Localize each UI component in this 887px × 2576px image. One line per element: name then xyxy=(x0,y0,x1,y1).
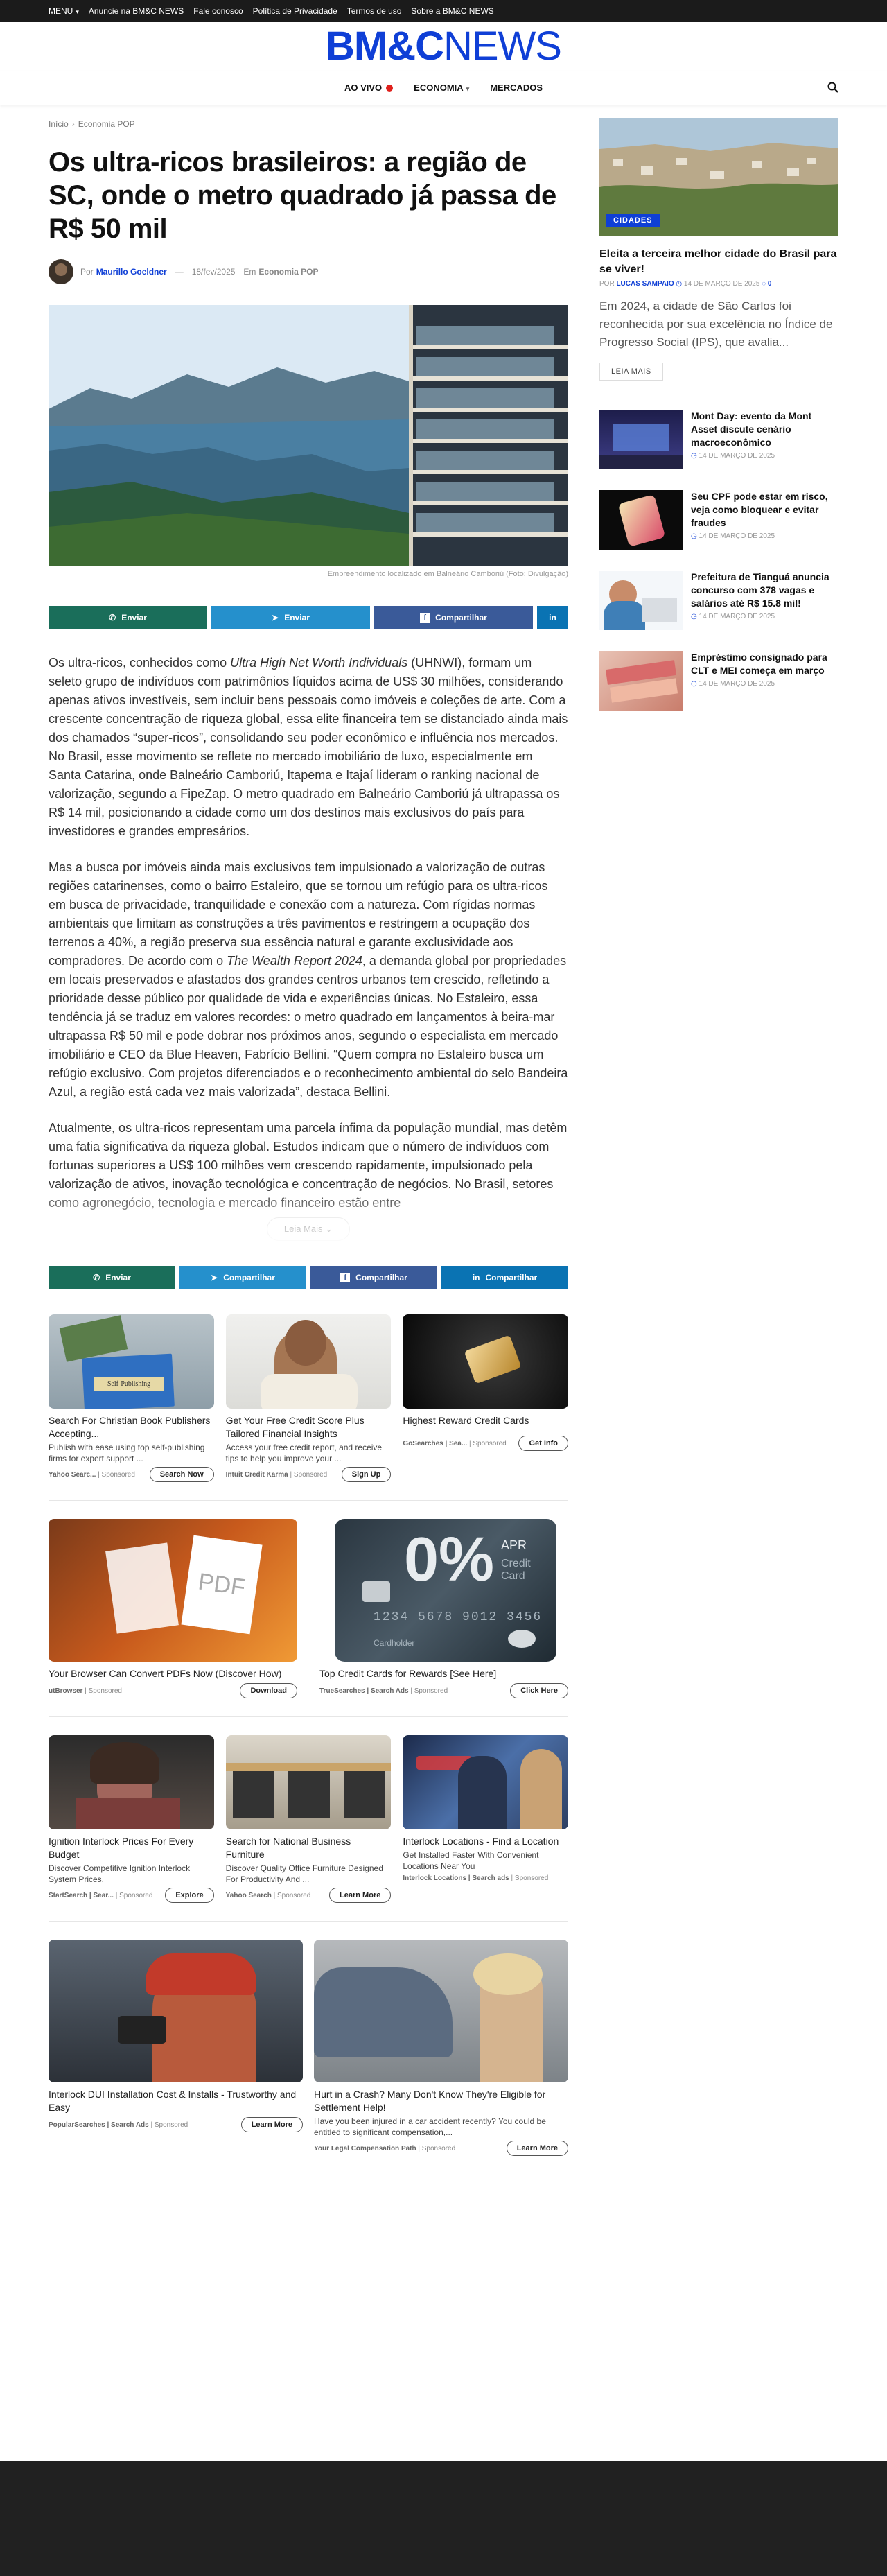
ad-image xyxy=(49,1314,214,1409)
facebook-share-button[interactable]: f Compartilhar xyxy=(374,606,533,629)
ad-title[interactable]: Highest Reward Credit Cards xyxy=(403,1415,529,1426)
share-bar-bottom xyxy=(49,1266,568,1289)
image-caption: Empreendimento localizado em Balneário Camboriú (Foto: Divulgação) xyxy=(327,570,568,578)
author-avatar[interactable] xyxy=(49,259,73,284)
ad-image xyxy=(319,1519,568,1662)
ads-row-2 xyxy=(49,1519,568,1698)
ads-row-3 xyxy=(49,1735,568,1903)
ad-card[interactable] xyxy=(49,1519,297,1698)
share-bar-top xyxy=(49,606,568,629)
ad-image xyxy=(226,1314,392,1409)
chevron-down-icon: ⌄ xyxy=(325,1224,333,1234)
card-number: 1234 5678 9012 3456 xyxy=(374,1610,543,1624)
sidebar-item-thumbnail[interactable] xyxy=(599,571,683,630)
sidebar-item[interactable]: Empréstimo consignado para CLT e MEI começa em março ◷ 14 DE MARÇO DE 2025 xyxy=(599,651,838,711)
ad-cta-button[interactable]: Learn More xyxy=(507,2141,568,2156)
card-apr: APR xyxy=(501,1538,527,1552)
menu-link[interactable]: MENU ▾ xyxy=(49,6,79,16)
ad-footer: Interlock Locations | Search ads | Sponsored xyxy=(403,1874,549,1882)
footer xyxy=(0,2461,887,2576)
telegram-icon: ➤ xyxy=(211,1273,218,1282)
ad-footer: GoSearches | Sea... | Sponsored Get Info xyxy=(403,1436,568,1451)
telegram-icon: ➤ xyxy=(272,613,279,623)
ad-card[interactable] xyxy=(403,1735,568,1903)
ad-title[interactable]: Top Credit Cards for Rewards [See Here] xyxy=(319,1668,497,1679)
ad-cta-button[interactable]: Learn More xyxy=(241,2117,303,2132)
facebook-share-button[interactable]: f Compartilhar xyxy=(310,1266,437,1289)
telegram-share-button[interactable]: ➤ Enviar xyxy=(211,606,370,629)
site-logo[interactable]: BM&CNEWS xyxy=(326,24,561,69)
ad-description: Publish with ease using top self-publishing firms for expert support ... xyxy=(49,1443,205,1463)
author-link[interactable]: Maurillo Goeldner xyxy=(96,267,167,277)
separator: — xyxy=(175,267,184,277)
card-holder: Cardholder xyxy=(374,1638,415,1648)
category-link[interactable]: Economia POP xyxy=(258,267,319,277)
ad-title[interactable]: Interlock DUI Installation Cost & Installs - Trustworthy and Easy xyxy=(49,2089,297,2113)
breadcrumb-separator-icon: › xyxy=(71,119,75,129)
ad-title[interactable]: Hurt in a Crash? Many Don't Know They're Eligible for Settlement Help! xyxy=(314,2089,546,2113)
nav-mercados[interactable]: MERCADOS xyxy=(490,82,543,93)
ad-image xyxy=(403,1735,568,1829)
terms-link[interactable]: Termos de uso xyxy=(346,6,402,16)
whatsapp-icon: ✆ xyxy=(93,1273,100,1282)
ad-title[interactable]: Get Your Free Credit Score Plus Tailored Financial Insights xyxy=(225,1415,365,1439)
ad-description: Discover Competitive Ignition Interlock System Prices. xyxy=(49,1863,191,1884)
nav-live[interactable]: AO VIVO xyxy=(344,82,393,93)
sidebar-item-title[interactable]: Seu CPF pode estar em risco, veja como bloquear e evitar fraudes xyxy=(691,491,828,528)
ad-image xyxy=(49,1940,303,2082)
feature-read-more-button[interactable]: LEIA MAIS xyxy=(599,363,663,381)
ads-row-1 xyxy=(49,1314,568,1482)
top-bar xyxy=(0,0,887,22)
advertise-link[interactable]: Anuncie na BM&C NEWS xyxy=(88,6,184,16)
clock-icon: ◷ xyxy=(691,532,697,540)
ad-footer: Intuit Credit Karma | Sponsored Sign Up xyxy=(226,1467,392,1482)
paragraph-1: Os ultra-ricos, conhecidos como Ultra High Net Worth Individuals (UHNWI), formam um seleto grupo de indivíduos com patrimônios líquidos acima de US$ 30 milhões, considerando apenas ativos investíveis, sem incluir bens pessoais como imóveis e coleções de arte. Com a crescente concentração de riqueza global, essa elite financeira tem se distanciado ainda mais dos chamados “super-ricos”, consolidando seu poder econômico e influência nos mercados. No Brasil, esse movimento se reflete no mercado imobiliário de luxo, especialmente em Santa Catarina, onde Balneário Camboriú, Itapema e Itajaí lideram o ranking nacional de valorização, segundo a FipeZap. O metro quadrado em Balneário Camboriú já ultrapassa os R$ 14 mil, posicionando a cidade como um dos destinos mais exclusivos do país para investidores e grandes empresários. xyxy=(49,656,568,838)
pdf-icon: PDF xyxy=(181,1535,262,1635)
paragraph-2: Mas a busca por imóveis ainda mais exclusivos tem impulsionado a valorização de outras regiões catarinenses, como o bairro Estaleiro, que se tornou um refúgio para os ultra-ricos em busca de privacidade, tranquilidade e conexão com a natureza. Com rígidas normas ambientais que limitam as construções a três pavimentos e restringem a ocupação dos terrenos a 40%, a região preserva sua essência natural e garante exclusividade aos compradores. De acordo com o The Wealth Report 2024, a demanda global por propriedades em locais preservados e afastados dos grandes centros urbanos tem crescido, refletindo a prioridade desse público por qualidade de vida e experiências únicas. No Estaleiro, essa tendência já se traduz em valores recordes: o metro quadrado em lançamentos à beira-mar ultrapassa R$ 50 mil e pode dobrar nos próximos anos, segundo o especialista em mercado imobiliário e CEO da Blue Heaven, Fabrício Bellini. “Quem compra no Estaleiro busca um refúgio exclusivo. Com projetos diferenciados e o reconhecimento ambiental do selo Bandeira Azul, a região está cada vez mais valorizada”, destaca Bellini. xyxy=(49,860,568,1099)
ad-card[interactable] xyxy=(49,1314,214,1482)
search-icon[interactable] xyxy=(827,82,838,95)
ad-footer: Your Legal Compensation Path | Sponsored Learn More xyxy=(314,2141,568,2156)
ad-cta-button[interactable]: Get Info xyxy=(518,1436,568,1451)
article-meta xyxy=(49,259,568,284)
ad-image xyxy=(49,1519,297,1662)
ad-image xyxy=(403,1314,568,1409)
article xyxy=(49,118,568,2156)
clock-icon: ◷ xyxy=(691,452,697,460)
ad-description: Get Installed Faster With Convenient Locations Near You xyxy=(403,1850,539,1871)
live-dot-icon xyxy=(386,85,393,92)
ad-footer: TrueSearches | Search Ads | Sponsored Click Here xyxy=(319,1683,568,1698)
feature-image[interactable] xyxy=(599,118,838,236)
ad-card[interactable] xyxy=(403,1314,568,1482)
facebook-icon: f xyxy=(420,613,430,623)
divider xyxy=(49,1500,568,1501)
facebook-icon: f xyxy=(340,1273,350,1282)
linkedin-icon: in xyxy=(472,1273,480,1282)
ad-card[interactable] xyxy=(49,1940,303,2156)
sidebar-item[interactable]: Mont Day: evento da Mont Asset discute cenário macroeconômico ◷ 14 DE MARÇO DE 2025 xyxy=(599,410,838,469)
ad-card[interactable] xyxy=(319,1519,568,1698)
hero-image xyxy=(49,305,568,566)
feature-title[interactable]: Eleita a terceira melhor cidade do Brasil para se viver! xyxy=(599,248,837,275)
sidebar-item-thumbnail[interactable] xyxy=(599,651,683,711)
privacy-link[interactable]: Política de Privacidade xyxy=(252,6,337,16)
whatsapp-share-button[interactable]: ✆ Enviar xyxy=(49,606,207,629)
ad-cta-button[interactable]: Learn More xyxy=(329,1888,391,1903)
ad-footer: StartSearch | Sear... | Sponsored Explore xyxy=(49,1888,214,1903)
ad-footer: Yahoo Search | Sponsored Learn More xyxy=(226,1888,392,1903)
feature-meta: POR LUCAS SAMPAIO ◷ 14 DE MARÇO DE 2025 ◌ 0 xyxy=(599,280,772,288)
card-name: Credit Card xyxy=(501,1558,531,1582)
ad-image xyxy=(49,1735,214,1829)
ad-cta-button[interactable]: Explore xyxy=(165,1888,213,1903)
breadcrumb-home[interactable]: Início xyxy=(49,119,69,129)
ad-card[interactable] xyxy=(49,1735,214,1903)
ad-title[interactable]: Search For Christian Book Publishers Accepting... xyxy=(49,1415,211,1439)
sidebar-item[interactable]: Seu CPF pode estar em risco, veja como bloquear e evitar fraudes ◷ 14 DE MARÇO DE 2025 xyxy=(599,490,838,550)
ad-cta-button[interactable]: Download xyxy=(240,1683,297,1698)
chevron-down-icon: ▾ xyxy=(76,8,79,15)
ad-description: Have you been injured in a car accident recently? You could be entitled to significant compensation,... xyxy=(314,2116,546,2137)
book-label: Self-Publishing xyxy=(94,1377,164,1391)
clock-icon: ◷ xyxy=(691,680,697,688)
ad-footer: utBrowser | Sponsored Download xyxy=(49,1683,297,1698)
linkedin-icon: in xyxy=(549,613,556,623)
sidebar-item[interactable]: Prefeitura de Tianguá anuncia concurso com 378 vagas e salários até R$ 15.8 mil! ◷ 14 DE MARÇO DE 2025 xyxy=(599,571,838,630)
whatsapp-share-button[interactable]: ✆ Enviar xyxy=(49,1266,175,1289)
ad-cta-button[interactable]: Search Now xyxy=(150,1467,214,1482)
nav-economia[interactable]: ECONOMIA ▾ xyxy=(414,82,470,93)
sidebar-item-thumbnail[interactable] xyxy=(599,410,683,469)
contact-link[interactable]: Fale conosco xyxy=(193,6,243,16)
breadcrumb-section[interactable]: Economia POP xyxy=(78,119,135,129)
clock-icon: ◷ xyxy=(691,613,697,620)
paragraph-3: Atualmente, os ultra-ricos representam uma parcela ínfima da população mundial, mas detêm uma fatia significativa da riqueza global. Estudos indicam que o número de indivíduos com fortunas superiores a US$ 100 milhões vem crescendo rapidamente, impulsionado pela valorização de ativos, inovação tecnológica e concentração de negócios. No Brasil, setores como agronegócio, tecnologia e mercado financeiro estão entre xyxy=(49,1121,568,1210)
ad-description: Discover Quality Office Furniture Designed For Productivity And ... xyxy=(225,1863,383,1884)
category-badge[interactable]: CIDADES xyxy=(606,214,660,227)
in-label: Em xyxy=(243,267,256,277)
linkedin-share-button[interactable] xyxy=(537,606,568,629)
ad-card[interactable] xyxy=(226,1314,392,1482)
sidebar-item-title[interactable]: Empréstimo consignado para CLT e MEI começa em março xyxy=(691,652,827,676)
ad-card[interactable] xyxy=(226,1735,392,1903)
main-nav xyxy=(0,71,887,105)
about-link[interactable]: Sobre a BM&C NEWS xyxy=(411,6,494,16)
feature-author[interactable]: LUCAS SAMPAIO xyxy=(616,280,674,288)
logo-row xyxy=(0,22,887,71)
read-more-button[interactable]: Leia Mais ⌄ xyxy=(267,1217,350,1241)
ad-cta-button[interactable]: Sign Up xyxy=(342,1467,392,1482)
sidebar-item-title[interactable]: Prefeitura de Tianguá anuncia concurso com 378 vagas e salários até R$ 15.8 mil! xyxy=(691,571,829,609)
ad-title[interactable]: Ignition Interlock Prices For Every Budget xyxy=(49,1836,194,1860)
divider xyxy=(49,1716,568,1717)
ads-row-4 xyxy=(49,1940,568,2156)
sidebar xyxy=(599,118,838,711)
chevron-down-icon: ▾ xyxy=(466,85,470,92)
article-body xyxy=(49,654,568,1231)
article-title: Os ultra-ricos brasileiros: a região de SC, onde o metro quadrado já passa de R$ 50 mil xyxy=(49,147,556,244)
sidebar-item-thumbnail[interactable] xyxy=(599,490,683,550)
breadcrumb xyxy=(49,119,568,129)
comment-icon: ◌ xyxy=(762,280,766,288)
ad-title[interactable]: Your Browser Can Convert PDFs Now (Discover How) xyxy=(49,1668,282,1679)
article-date: 18/fev/2025 xyxy=(191,267,236,277)
clock-icon: ◷ xyxy=(676,280,683,288)
telegram-share-button[interactable]: ➤ Compartilhar xyxy=(179,1266,306,1289)
feature-excerpt: Em 2024, a cidade de São Carlos foi reconhecida por sua excelência no Índice de Progresso Social (IPS), que avalia... xyxy=(599,299,833,349)
ad-cta-button[interactable]: Click Here xyxy=(510,1683,568,1698)
divider xyxy=(49,1921,568,1922)
sidebar-item-title[interactable]: Mont Day: evento da Mont Asset discute cenário macroeconômico xyxy=(691,410,812,448)
ad-title[interactable]: Search for National Business Furniture xyxy=(225,1836,351,1860)
ad-description: Access your free credit report, and receive tips to help you improve your ... xyxy=(225,1443,383,1463)
by-label: Por xyxy=(80,267,94,277)
sidebar-feature[interactable] xyxy=(599,118,838,381)
card-rate: 0% xyxy=(404,1525,495,1594)
ad-image xyxy=(226,1735,392,1829)
ad-image xyxy=(314,1940,568,2082)
ad-footer: Yahoo Searc... | Sponsored Search Now xyxy=(49,1467,214,1482)
ad-title[interactable]: Interlock Locations - Find a Location xyxy=(403,1836,559,1847)
linkedin-share-button[interactable]: in Compartilhar xyxy=(441,1266,568,1289)
whatsapp-icon: ✆ xyxy=(109,613,116,623)
ad-footer: PopularSearches | Search Ads | Sponsored Learn More xyxy=(49,2117,303,2132)
ad-card[interactable] xyxy=(314,1940,568,2156)
